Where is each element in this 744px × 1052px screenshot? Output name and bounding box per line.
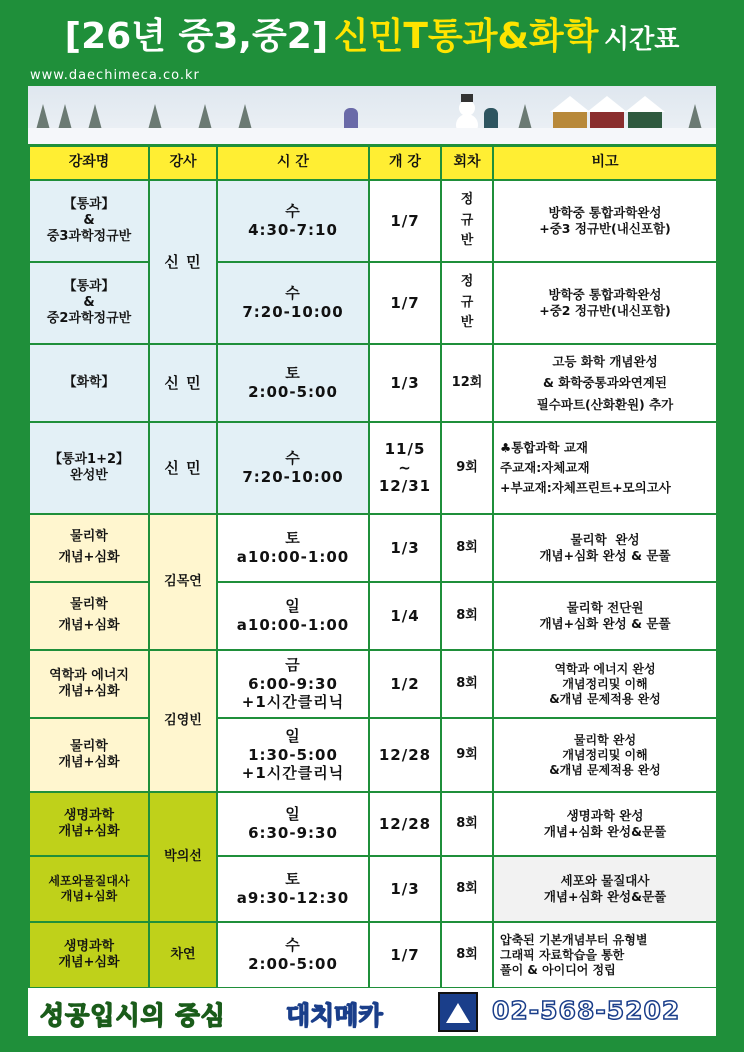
teacher-name: 신 민 — [149, 344, 217, 422]
schedule-table — [28, 145, 718, 989]
course-name: 【화학】 — [29, 344, 149, 422]
session-count: 9회 — [441, 422, 493, 514]
table-row — [29, 180, 717, 262]
course-name: 【통과1+2】 완성반 — [29, 422, 149, 514]
start-date: 1/7 — [369, 262, 441, 344]
session-count: 12회 — [441, 344, 493, 422]
start-date: 1/7 — [369, 180, 441, 262]
course-note: 세포와 물질대사 개념+심화 완성&문풀 — [493, 856, 717, 922]
table-row — [29, 344, 717, 422]
class-time: 금 6:00-9:30 +1시간클리닉 — [217, 650, 369, 718]
course-name: 세포와물질대사 개념+심화 — [29, 856, 149, 922]
teacher-name: 김목연 — [149, 514, 217, 650]
mountain-logo-icon — [438, 992, 478, 1032]
start-date: 12/28 — [369, 718, 441, 792]
header-course: 강좌명 — [29, 146, 149, 180]
course-name: 생명과학 개념+심화 — [29, 922, 149, 988]
tree-icon — [518, 104, 532, 130]
teacher-name: 박의선 — [149, 792, 217, 922]
footer-slogan: 성공입시의 중심 — [40, 1001, 226, 1030]
table-row — [29, 650, 717, 718]
course-name: 역학과 에너지 개념+심화 — [29, 650, 149, 718]
session-count: 9회 — [441, 718, 493, 792]
start-date: 11/5 ~ 12/31 — [369, 422, 441, 514]
class-time: 수 7:20-10:00 — [217, 262, 369, 344]
session-count: 8회 — [441, 650, 493, 718]
class-time: 수 7:20-10:00 — [217, 422, 369, 514]
class-time: 토 a10:00-1:00 — [217, 514, 369, 582]
teacher-name: 신 민 — [149, 422, 217, 514]
start-date: 12/28 — [369, 792, 441, 856]
title-course: 신민T통과&화학 — [333, 16, 599, 57]
teacher-name: 신 민 — [149, 180, 217, 344]
tree-icon — [58, 104, 72, 130]
course-name: 물리학 개념+심화 — [29, 514, 149, 582]
course-note: 물리학 전단원 개념+심화 완성 & 문풀 — [493, 582, 717, 650]
start-date: 1/2 — [369, 650, 441, 718]
class-time: 일 6:30-9:30 — [217, 792, 369, 856]
class-time: 수 4:30-7:10 — [217, 180, 369, 262]
start-date: 1/3 — [369, 514, 441, 582]
table-row — [29, 514, 717, 582]
course-note: 역학과 에너지 완성 개념정리및 이해 &개념 문제적용 완성 — [493, 650, 717, 718]
header-start: 개 강 — [369, 146, 441, 180]
header-note: 비고 — [493, 146, 717, 180]
title-schedule: 시간표 — [604, 25, 680, 55]
course-note: 방학중 통합과학완성 +중3 정규반(내신포함) — [493, 180, 717, 262]
course-note: 압축된 기본개념부터 유형별 그래픽 자료학습을 통한 풀이 & 아이디어 정립 — [493, 922, 717, 988]
header-teacher: 강사 — [149, 146, 217, 180]
table-row — [29, 856, 717, 922]
start-date: 1/3 — [369, 344, 441, 422]
winter-scene-banner — [28, 86, 716, 144]
course-name: 【통과】 & 중3과학정규반 — [29, 180, 149, 262]
footer-banner — [28, 988, 716, 1036]
session-count: 8회 — [441, 792, 493, 856]
course-note: 물리학 완성 개념+심화 완성 & 문풀 — [493, 514, 717, 582]
poster-title — [0, 8, 744, 59]
tree-icon — [238, 104, 252, 130]
table-row — [29, 718, 717, 792]
course-note: 고등 화학 개념완성 & 화학중통과와연계된 필수파트(산화환원) 추가 — [493, 344, 717, 422]
tree-icon — [148, 104, 162, 130]
teacher-name: 차연 — [149, 922, 217, 988]
course-note: ♣통합과학 교재 주교재:자체교재 +부교재:자체프린트+모의고사 — [493, 422, 717, 514]
footer-phone[interactable]: 02-568-5202 — [492, 996, 681, 1025]
session-count: 8회 — [441, 856, 493, 922]
table-row — [29, 262, 717, 344]
header-sessions: 회차 — [441, 146, 493, 180]
session-count: 8회 — [441, 922, 493, 988]
course-note: 생명과학 완성 개념+심화 완성&문풀 — [493, 792, 717, 856]
table-row — [29, 792, 717, 856]
tree-icon — [688, 104, 702, 130]
course-name: 생명과학 개념+심화 — [29, 792, 149, 856]
footer-brand: 대치메카 — [286, 1001, 383, 1030]
header-time: 시 간 — [217, 146, 369, 180]
table-row — [29, 582, 717, 650]
title-grade: [26년 중3,중2] — [64, 16, 329, 57]
class-time: 일 1:30-5:00 +1시간클리닉 — [217, 718, 369, 792]
class-time: 토 2:00-5:00 — [217, 344, 369, 422]
class-time: 토 a9:30-12:30 — [217, 856, 369, 922]
course-note: 방학중 통합과학완성 +중2 정규반(내신포함) — [493, 262, 717, 344]
session-count: 8회 — [441, 582, 493, 650]
class-time: 수 2:00-5:00 — [217, 922, 369, 988]
tree-icon — [36, 104, 50, 130]
tree-icon — [88, 104, 102, 130]
table-row — [29, 422, 717, 514]
website-url[interactable]: www.daechimeca.co.kr — [30, 68, 200, 83]
start-date: 1/7 — [369, 922, 441, 988]
session-count: 8회 — [441, 514, 493, 582]
course-name: 물리학 개념+심화 — [29, 582, 149, 650]
course-name: 물리학 개념+심화 — [29, 718, 149, 792]
class-time: 일 a10:00-1:00 — [217, 582, 369, 650]
table-row — [29, 922, 717, 988]
table-header-row — [29, 146, 717, 180]
session-count: 정 규 반 — [441, 262, 493, 344]
start-date: 1/4 — [369, 582, 441, 650]
tree-icon — [198, 104, 212, 130]
course-note: 물리학 완성 개념정리및 이해 &개념 문제적용 완성 — [493, 718, 717, 792]
start-date: 1/3 — [369, 856, 441, 922]
teacher-name: 김영빈 — [149, 650, 217, 792]
session-count: 정 규 반 — [441, 180, 493, 262]
course-name: 【통과】 & 중2과학정규반 — [29, 262, 149, 344]
